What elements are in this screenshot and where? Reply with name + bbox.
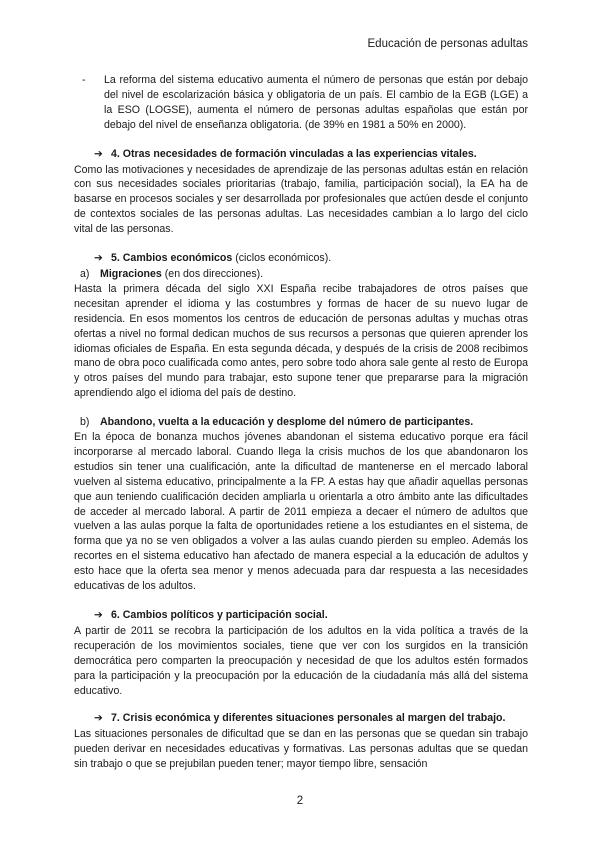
subsection-label: b) <box>80 416 90 429</box>
arrow-icon: ➔ <box>94 712 103 725</box>
subsection-b-heading: b) Abandono, vuelta a la educación y desplome del número de participantes. <box>80 416 474 429</box>
arrow-icon: ➔ <box>94 147 103 160</box>
arrow-icon: ➔ <box>94 252 103 265</box>
subsection-a-body: Hasta la primera década del siglo XXI España recibe trabajadores de otros países que necesitan aprender el idioma y las costumbres y formas de hacer de su nuevo lugar de residencia. En esos momentos los centros de educación de personas adultas y muchas otras ofertas a nivel no formal dedican muchos de sus recursos a personas que quieren aprender los idiomas oficiales de España. En esta segunda década, y después de la crisis de 2008 recibimos mano de obra poco cualificada como antes, pero sobre todo ahora sale gente al resto de Europa y otros países del mundo para trabajar, esto supone tener que prepararse para la migración aprendiendo algo el idioma del país de destino. <box>74 282 528 400</box>
section-6-body: A partir de 2011 se recobra la participación de los adultos en la vida política a través de la recuperación de los movimientos sociales, tiene que ver con los surgidos en la transición democrática pero comparten la preocupación y necesidad de que los adultos estén formados para la participación y la preocupación por la educación de la ciudadanía más allá del sistema educativo. <box>74 624 528 697</box>
subsection-a-note: (en dos direcciones). <box>164 267 264 280</box>
subsection-b-body: En la época de bonanza muchos jóvenes abandonan el sistema educativo porque era fácil incorporarse al mercado laboral. Cuando llega la crisis muchos de los que abandonaron los estudios sin tener una cualificación, ante la dificultad de mantenerse en el mercado laboral vuelven al sistema educativo, principalmente a la FP. A estas hay que añadir aquellas personas que aun teniendo cualificación deciden ampliarla u orientarla a otro ámbito ante las dificultades de acceder al mercado laboral. A partir de 2011 empieza a decaer el número de adultos que vuelven a las aulas porque la falta de oportunidades retiene a los estudiantes en el sistema, de forma que ya no se ven obligados a volver a las aulas cuando pierden su empleo. Además los recortes en el sistema educativo han afectado de manera especial a la educación de adultos y esto hace que la oferta sea menor y menos adecuada para dar respuesta a las necesidades educativas de los adultos. <box>74 431 528 593</box>
section-4-heading: ➔ 4. Otras necesidades de formación vinculadas a las experiencias vitales. <box>94 147 477 160</box>
page-number: 2 <box>296 795 304 807</box>
section-7-body: Las situaciones personales de dificultad que se dan en las personas que se quedan sin trabajo pueden derivar en necesidades educativas y formativas. Las personas adultas que se quedan sin trabajo o que se prejubilan pueden tener; mayor tiempo libre, sensación <box>74 728 528 771</box>
list-item <box>74 73 528 133</box>
list-item-text: La reforma del sistema educativo aumenta el número de personas que están por debajo del nivel de escolarización básica y obligatoria de un país. El cambio de la EGB (LGE) a la ESO (LOGSE), aumenta el número de personas adultas españolas que están por debajo del nivel de enseñanza obligatoria. (de 39% en 1981 a 50% en 2000). <box>104 74 528 131</box>
section-5-heading: ➔ 5. Cambios económicos (ciclos económicos). <box>94 252 332 265</box>
running-header: Educación de personas adultas <box>367 38 528 50</box>
subsection-a-heading: a) Migraciones (en dos direcciones). <box>80 267 264 280</box>
arrow-icon: ➔ <box>94 609 103 621</box>
subsection-label: a) <box>80 267 90 280</box>
section-7-heading: ➔ 7. Crisis económica y diferentes situaciones personales al margen del trabajo. <box>94 712 506 725</box>
page-content <box>74 73 528 772</box>
section-6-heading: ➔ 6. Cambios políticos y participación social. <box>94 609 328 621</box>
dash-marker: - <box>82 74 86 86</box>
section-4-body: Como las motivaciones y necesidades de aprendizaje de las personas adultas están en relación con sus necesidades sociales prioritarias (trabajo, familia, participación social), la EA ha de basarse en procesos sociales y ser desarrollada por profesionales que actúen desde el conjunto de contextos sociales de las personas adultas. Las necesidades cambian a lo largo del ciclo vital de las personas. <box>74 163 528 236</box>
section-5-note: (ciclos económicos). <box>235 252 332 265</box>
